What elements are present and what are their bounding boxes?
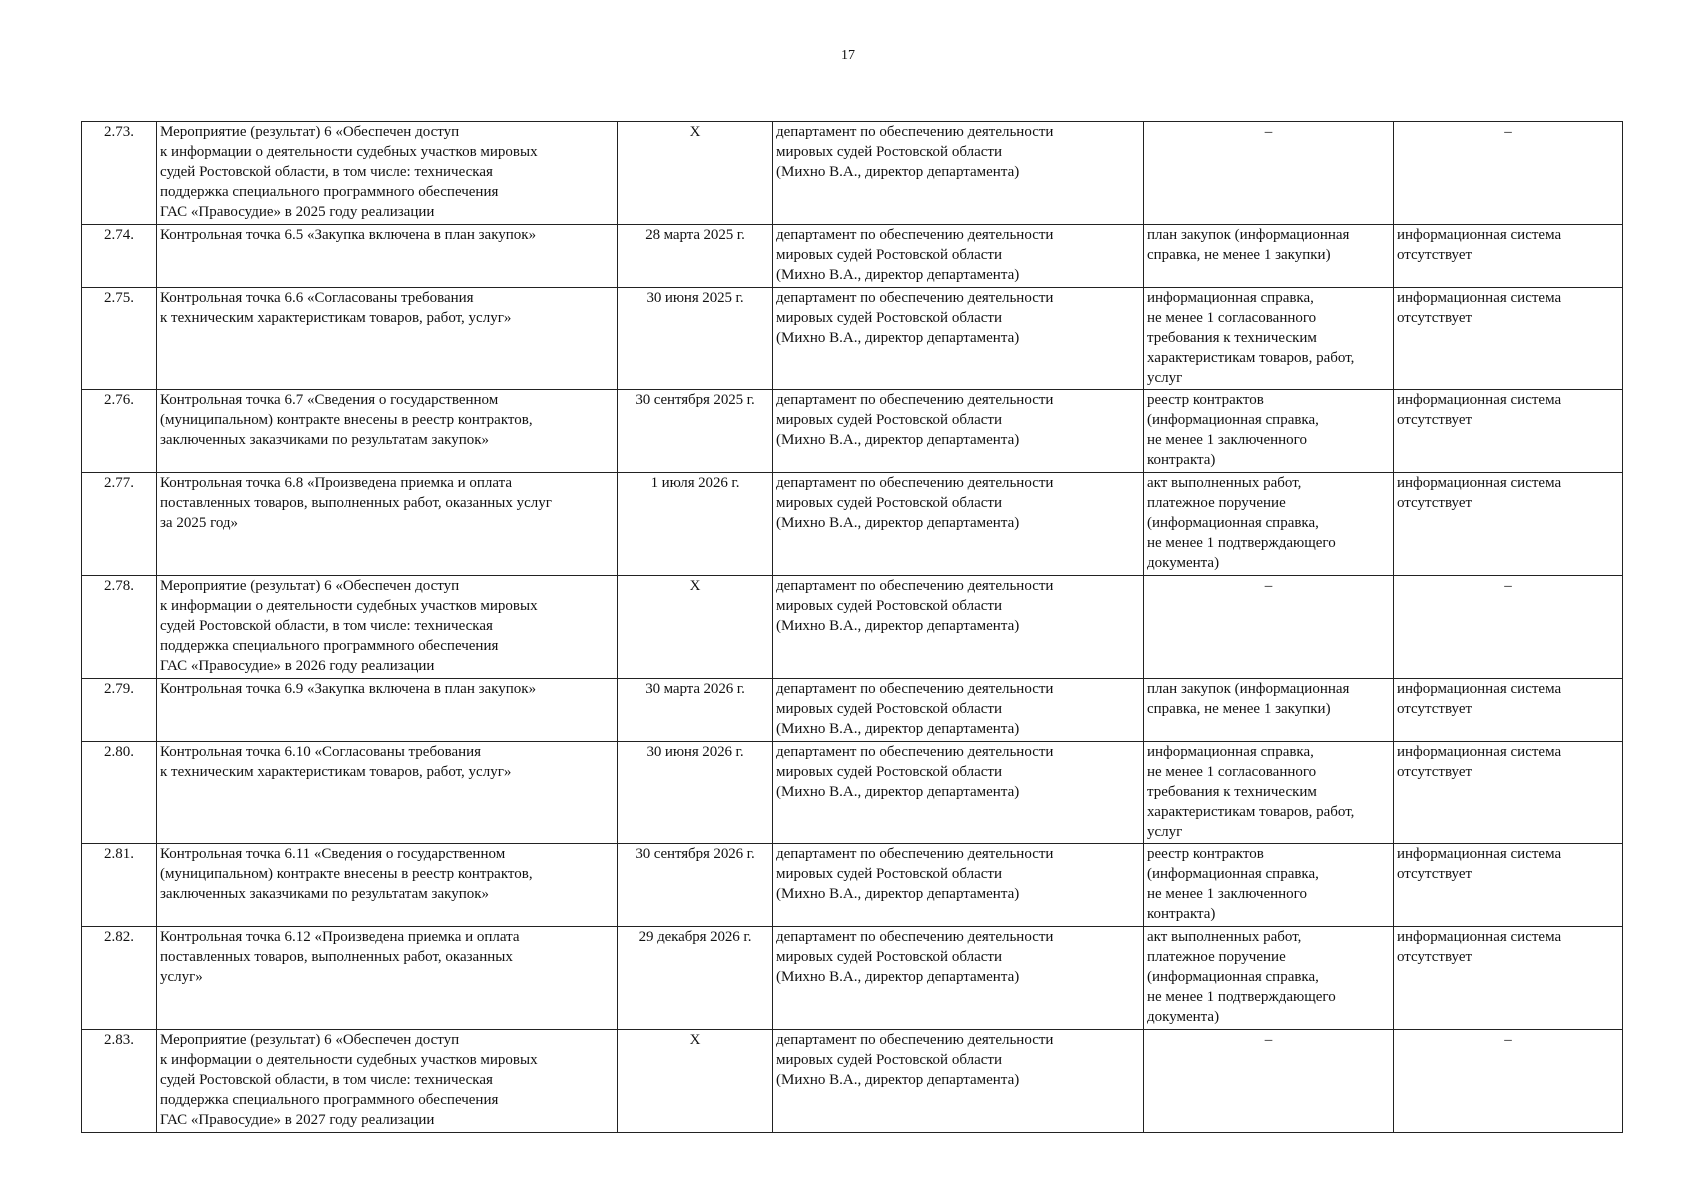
cell-line: Контрольная точка 6.10 «Согласованы требования (160, 744, 482, 760)
cell-line: план закупок (информационная (1147, 227, 1350, 243)
cell-line: информационная система (1397, 681, 1562, 697)
cell-line: информационная система (1397, 846, 1562, 862)
cell-line: платежное поручение (1147, 495, 1286, 511)
table-body (82, 122, 1623, 1133)
cell-text: 2.80. (104, 744, 134, 760)
cell-line: (Михно В.А., директор департамента) (776, 330, 1020, 346)
cell-line: (Михно В.А., директор департамента) (776, 618, 1020, 634)
deadline-cell (618, 1030, 773, 1133)
cell-line: к информации о деятельности судебных участков мировых (160, 144, 538, 160)
cell-line: (информационная справка, (1147, 412, 1319, 428)
responsible-cell (773, 679, 1144, 742)
cell-line: не менее 1 согласованного (1147, 310, 1317, 326)
cell-text: 2.76. (104, 392, 134, 408)
cell-line: (муниципальном) контракте внесены в реестр контрактов, (160, 866, 533, 882)
deadline-cell (618, 844, 773, 927)
cell-text: 29 декабря 2026 г. (638, 929, 752, 945)
cell-line: Контрольная точка 6.7 «Сведения о государственном (160, 392, 499, 408)
cell-line: информационная справка, (1147, 290, 1314, 306)
cell-line: услуг (1147, 370, 1183, 386)
cell-line: не менее 1 подтверждающего (1147, 989, 1336, 1005)
cell-line: мировых судей Ростовской области (776, 949, 1002, 965)
cell-line: к техническим характеристикам товаров, работ, услуг» (160, 764, 512, 780)
document-cell (1144, 679, 1394, 742)
row-number-cell (82, 288, 157, 390)
cell-line: мировых судей Ростовской области (776, 866, 1002, 882)
cell-line: судей Ростовской области, в том числе: техническая (160, 164, 493, 180)
cell-line: не менее 1 согласованного (1147, 764, 1317, 780)
cell-text: 2.81. (104, 846, 134, 862)
document-cell (1144, 390, 1394, 473)
cell-line: Контрольная точка 6.5 «Закупка включена в план закупок» (160, 227, 537, 243)
cell-text: 30 сентября 2025 г. (635, 392, 755, 408)
cell-line: реестр контрактов (1147, 392, 1264, 408)
document-cell (1144, 288, 1394, 390)
cell-text: 30 марта 2026 г. (645, 681, 745, 697)
table-row (82, 679, 1623, 742)
cell-line: департамент по обеспечению деятельности (776, 681, 1054, 697)
cell-line: требования к техническим (1147, 330, 1317, 346)
cell-line: департамент по обеспечению деятельности (776, 227, 1054, 243)
responsible-cell (773, 844, 1144, 927)
cell-text: 2.75. (104, 290, 134, 306)
cell-line: – (1264, 1032, 1273, 1048)
row-number-cell (82, 576, 157, 679)
responsible-cell (773, 927, 1144, 1030)
cell-line: информационная система (1397, 744, 1562, 760)
cell-line: информационная система (1397, 227, 1562, 243)
cell-line: департамент по обеспечению деятельности (776, 392, 1054, 408)
responsible-cell (773, 742, 1144, 844)
cell-text: 2.79. (104, 681, 134, 697)
document-cell (1144, 576, 1394, 679)
cell-line: отсутствует (1397, 949, 1473, 965)
table-row (82, 844, 1623, 927)
cell-line: отсутствует (1397, 412, 1473, 428)
document-cell (1144, 927, 1394, 1030)
cell-line: (информационная справка, (1147, 969, 1319, 985)
cell-text: 2.73. (104, 124, 134, 140)
cell-line: не менее 1 подтверждающего (1147, 535, 1336, 551)
cell-line: (муниципальном) контракте внесены в реестр контрактов, (160, 412, 533, 428)
cell-line: поддержка специального программного обеспечения (160, 1092, 499, 1108)
cell-line: отсутствует (1397, 701, 1473, 717)
row-number-cell (82, 1030, 157, 1133)
information-system-cell (1394, 225, 1623, 288)
row-number-cell (82, 927, 157, 1030)
cell-line: требования к техническим (1147, 784, 1317, 800)
cell-line: к техническим характеристикам товаров, работ, услуг» (160, 310, 512, 326)
cell-line: департамент по обеспечению деятельности (776, 124, 1054, 140)
cell-line: – (1504, 124, 1512, 140)
cell-line: характеристикам товаров, работ, (1147, 804, 1355, 820)
cell-line: департамент по обеспечению деятельности (776, 744, 1054, 760)
cell-line: Контрольная точка 6.11 «Сведения о государственном (160, 846, 506, 862)
cell-line: Контрольная точка 6.8 «Произведена приемка и оплата (160, 475, 513, 491)
event-name-cell (157, 122, 618, 225)
cell-line: (Михно В.А., директор департамента) (776, 1072, 1020, 1088)
responsible-cell (773, 225, 1144, 288)
cell-line: судей Ростовской области, в том числе: техническая (160, 618, 493, 634)
table-row (82, 122, 1623, 225)
information-system-cell (1394, 742, 1623, 844)
cell-text: X (689, 578, 701, 594)
cell-line: отсутствует (1397, 310, 1473, 326)
row-number-cell (82, 742, 157, 844)
document-cell (1144, 473, 1394, 576)
cell-line: реестр контрактов (1147, 846, 1264, 862)
table-row (82, 576, 1623, 679)
deadline-cell (618, 122, 773, 225)
event-name-cell (157, 927, 618, 1030)
cell-line: отсутствует (1397, 866, 1473, 882)
cell-line: Контрольная точка 6.9 «Закупка включена в план закупок» (160, 681, 537, 697)
cell-line: (информационная справка, (1147, 866, 1319, 882)
cell-text: 30 июня 2025 г. (646, 290, 744, 306)
row-number-cell (82, 122, 157, 225)
event-name-cell (157, 742, 618, 844)
information-system-cell (1394, 390, 1623, 473)
information-system-cell (1394, 576, 1623, 679)
cell-text: 1 июля 2026 г. (650, 475, 740, 491)
cell-line: (Михно В.А., директор департамента) (776, 267, 1020, 283)
cell-line: отсутствует (1397, 495, 1473, 511)
page-number: 17 (841, 48, 855, 63)
event-name-cell (157, 576, 618, 679)
cell-line: справка, не менее 1 закупки) (1147, 247, 1331, 263)
cell-line: к информации о деятельности судебных участков мировых (160, 1052, 538, 1068)
information-system-cell (1394, 1030, 1623, 1133)
event-name-cell (157, 225, 618, 288)
cell-line: Контрольная точка 6.6 «Согласованы требования (160, 290, 474, 306)
cell-line: департамент по обеспечению деятельности (776, 846, 1054, 862)
cell-line: департамент по обеспечению деятельности (776, 578, 1054, 594)
table-row (82, 288, 1623, 390)
table-row (82, 1030, 1623, 1133)
cell-text: 2.82. (104, 929, 134, 945)
cell-line: отсутствует (1397, 247, 1473, 263)
cell-line: (Михно В.А., директор департамента) (776, 164, 1020, 180)
table-row (82, 225, 1623, 288)
cell-line: поставленных товаров, выполненных работ, оказанных (160, 949, 513, 965)
document-cell (1144, 225, 1394, 288)
cell-text: 2.77. (104, 475, 134, 491)
cell-text: 2.78. (104, 578, 134, 594)
document-cell (1144, 742, 1394, 844)
cell-line: мировых судей Ростовской области (776, 764, 1002, 780)
cell-text: X (689, 124, 701, 140)
row-number-cell (82, 390, 157, 473)
row-number-cell (82, 225, 157, 288)
cell-line: платежное поручение (1147, 949, 1286, 965)
deadline-cell (618, 679, 773, 742)
document-cell (1144, 1030, 1394, 1133)
cell-line: мировых судей Ростовской области (776, 598, 1002, 614)
cell-line: поддержка специального программного обеспечения (160, 638, 499, 654)
cell-line: (Михно В.А., директор департамента) (776, 721, 1020, 737)
cell-line: – (1504, 578, 1512, 594)
cell-line: мировых судей Ростовской области (776, 412, 1002, 428)
cell-line: Мероприятие (результат) 6 «Обеспечен доступ (160, 124, 460, 140)
cell-text: 28 марта 2025 г. (645, 227, 745, 243)
deadline-cell (618, 390, 773, 473)
information-system-cell (1394, 927, 1623, 1030)
cell-text: X (689, 1032, 701, 1048)
cell-line: справка, не менее 1 закупки) (1147, 701, 1331, 717)
event-name-cell (157, 473, 618, 576)
cell-line: департамент по обеспечению деятельности (776, 475, 1054, 491)
cell-line: информационная справка, (1147, 744, 1314, 760)
cell-line: информационная система (1397, 475, 1562, 491)
cell-line: отсутствует (1397, 764, 1473, 780)
cell-line: ГАС «Правосудие» в 2027 году реализации (160, 1112, 435, 1128)
cell-line: мировых судей Ростовской области (776, 701, 1002, 717)
table-row (82, 742, 1623, 844)
deadline-cell (618, 742, 773, 844)
event-name-cell (157, 1030, 618, 1133)
responsible-cell (773, 288, 1144, 390)
cell-line: контракта) (1147, 906, 1216, 922)
cell-line: судей Ростовской области, в том числе: техническая (160, 1072, 493, 1088)
event-name-cell (157, 288, 618, 390)
deadline-cell (618, 288, 773, 390)
responsible-cell (773, 473, 1144, 576)
deadline-cell (618, 576, 773, 679)
information-system-cell (1394, 679, 1623, 742)
cell-line: план закупок (информационная (1147, 681, 1350, 697)
cell-line: департамент по обеспечению деятельности (776, 290, 1054, 306)
deadline-cell (618, 225, 773, 288)
cell-line: (Михно В.А., директор департамента) (776, 886, 1020, 902)
cell-line: поставленных товаров, выполненных работ, оказанных услуг (160, 495, 552, 511)
cell-line: (Михно В.А., директор департамента) (776, 969, 1020, 985)
cell-line: за 2025 год» (160, 515, 239, 531)
cell-line: информационная система (1397, 929, 1562, 945)
cell-line: документа) (1147, 1009, 1220, 1025)
cell-text: 30 июня 2026 г. (646, 744, 744, 760)
cell-line: заключенных заказчиками по результатам закупок» (160, 432, 490, 448)
cell-line: не менее 1 заключенного (1147, 432, 1307, 448)
cell-line: характеристикам товаров, работ, (1147, 350, 1355, 366)
cell-line: ГАС «Правосудие» в 2026 году реализации (160, 658, 435, 674)
information-system-cell (1394, 122, 1623, 225)
cell-line: услуг (1147, 824, 1183, 840)
cell-line: Мероприятие (результат) 6 «Обеспечен доступ (160, 578, 460, 594)
cell-line: мировых судей Ростовской области (776, 1052, 1002, 1068)
cell-line: мировых судей Ростовской области (776, 310, 1002, 326)
cell-line: департамент по обеспечению деятельности (776, 1032, 1054, 1048)
row-number-cell (82, 844, 157, 927)
responsible-cell (773, 122, 1144, 225)
cell-text: 2.74. (104, 227, 134, 243)
cell-line: Мероприятие (результат) 6 «Обеспечен доступ (160, 1032, 460, 1048)
table-row (82, 927, 1623, 1030)
responsible-cell (773, 390, 1144, 473)
deadline-cell (618, 927, 773, 1030)
cell-line: (информационная справка, (1147, 515, 1319, 531)
cell-line: контракта) (1147, 452, 1216, 468)
cell-line: заключенных заказчиками по результатам закупок» (160, 886, 490, 902)
information-system-cell (1394, 473, 1623, 576)
document-cell (1144, 844, 1394, 927)
cell-line: поддержка специального программного обеспечения (160, 184, 499, 200)
event-name-cell (157, 390, 618, 473)
table-row (82, 473, 1623, 576)
event-name-cell (157, 844, 618, 927)
cell-line: документа) (1147, 555, 1220, 571)
cell-line: акт выполненных работ, (1147, 475, 1302, 491)
information-system-cell (1394, 288, 1623, 390)
cell-line: мировых судей Ростовской области (776, 495, 1002, 511)
cell-line: департамент по обеспечению деятельности (776, 929, 1054, 945)
cell-line: информационная система (1397, 290, 1562, 306)
responsible-cell (773, 1030, 1144, 1133)
cell-line: мировых судей Ростовской области (776, 247, 1002, 263)
information-system-cell (1394, 844, 1623, 927)
cell-line: мировых судей Ростовской области (776, 144, 1002, 160)
cell-text: 2.83. (104, 1032, 134, 1048)
cell-line: услуг» (160, 969, 203, 985)
cell-line: акт выполненных работ, (1147, 929, 1302, 945)
row-number-cell (82, 679, 157, 742)
cell-line: не менее 1 заключенного (1147, 886, 1307, 902)
cell-line: ГАС «Правосудие» в 2025 году реализации (160, 204, 435, 220)
row-number-cell (82, 473, 157, 576)
cell-line: информационная система (1397, 392, 1562, 408)
cell-line: Контрольная точка 6.12 «Произведена приемка и оплата (160, 929, 520, 945)
table-row (82, 390, 1623, 473)
responsible-cell (773, 576, 1144, 679)
deadline-cell (618, 473, 773, 576)
plan-table (81, 121, 1623, 1133)
event-name-cell (157, 679, 618, 742)
cell-line: (Михно В.А., директор департамента) (776, 432, 1020, 448)
document-cell (1144, 122, 1394, 225)
cell-line: (Михно В.А., директор департамента) (776, 784, 1020, 800)
cell-text: 30 сентября 2026 г. (635, 846, 755, 862)
cell-line: – (1264, 578, 1273, 594)
cell-line: – (1264, 124, 1273, 140)
cell-line: – (1504, 1032, 1512, 1048)
cell-line: к информации о деятельности судебных участков мировых (160, 598, 538, 614)
cell-line: (Михно В.А., директор департамента) (776, 515, 1020, 531)
